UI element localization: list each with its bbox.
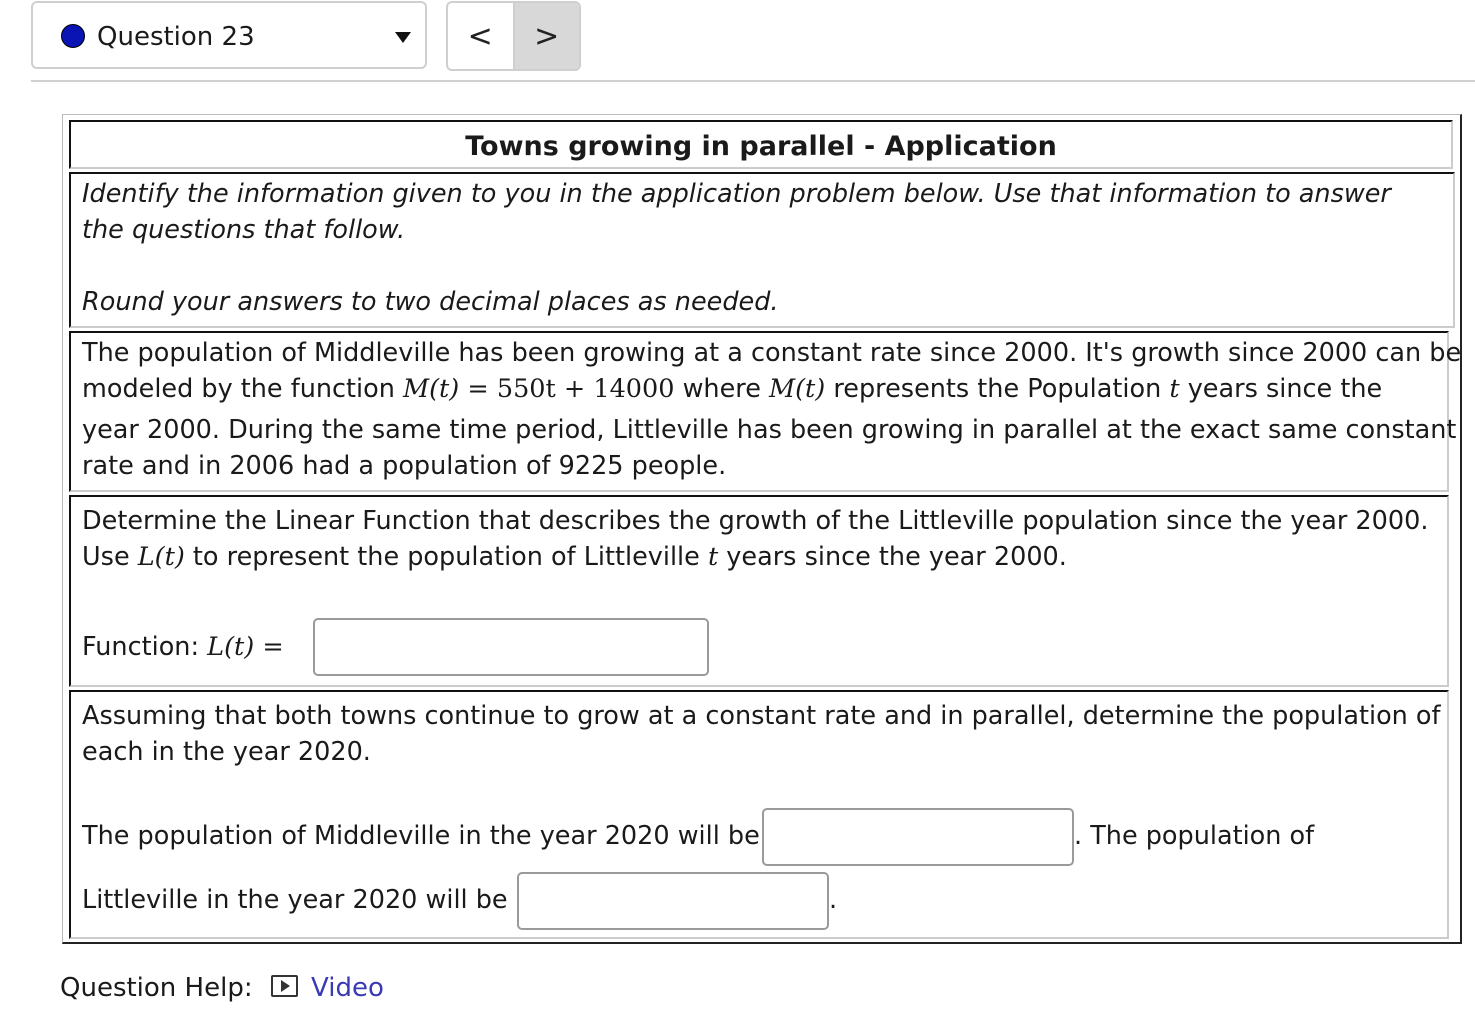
part-b-line-2: each in the year 2020. [82,737,371,767]
part-a-text: years since the year 2000. [718,542,1067,572]
part-a-line-2 [82,539,1067,575]
question-pager [446,1,581,71]
problem-statement [69,331,1462,492]
littleville-sentence-end: . [829,885,838,915]
video-help-link[interactable]: Video [311,973,384,1003]
problem-line-2 [82,371,1382,407]
function-answer-input[interactable] [313,618,709,676]
instructions-panel [69,172,1455,328]
question-help-label: Question Help: [60,973,253,1003]
previous-question-button[interactable]: < [467,18,493,54]
function-label-text: Function: [82,632,208,662]
math-operator: = [459,374,497,404]
function-label [82,629,284,665]
math-expression: M(t) [769,374,826,404]
problem-line-4: rate and in 2006 had a population of 9225 people. [82,451,727,481]
part-a-line-1: Determine the Linear Function that describes the growth of the Littleville population since the year 2000. [82,506,1429,536]
problem-text: modeled by the function [82,374,403,404]
instructions-line-2: the questions that follow. [82,215,406,245]
part-b-line-1: Assuming that both towns continue to grow at a constant rate and in parallel, determine the population of [82,701,1441,731]
question-title: Towns growing in parallel - Application [69,120,1453,169]
question-nav-bar [0,0,1475,82]
problem-text: years since the [1179,374,1383,404]
middleville-sentence-end: . The population of [1074,821,1315,851]
status-dot-icon [61,24,85,48]
math-operator: = [254,632,284,662]
middleville-2020-input[interactable] [762,808,1074,866]
video-play-icon[interactable] [271,975,298,997]
math-variable: t [707,542,719,572]
problem-line-1: The population of Middleville has been growing at a constant rate since 2000. It's growth since 2000 can be [82,338,1462,368]
question-selector[interactable] [31,1,427,69]
instructions-line-1: Identify the information given to you in the application problem below. Use that information to answer [82,179,1391,209]
middleville-sentence: The population of Middleville in the year 2020 will be [82,821,760,851]
math-expression: L(t) [207,632,255,662]
part-a-text: to represent the population of Littleville [184,542,708,572]
problem-text: where [674,374,769,404]
question-container [62,114,1462,944]
part-a-text: Use [82,542,138,572]
littleville-sentence: Littleville in the year 2020 will be [82,885,508,915]
part-b-panel [69,690,1449,939]
question-label: Question 23 [97,22,255,52]
problem-text: represents the Population [825,374,1170,404]
rounding-instruction: Round your answers to two decimal places as needed. [82,287,779,317]
math-expression: M(t) [403,374,460,404]
next-question-button[interactable]: > [513,3,580,69]
littleville-2020-input[interactable] [517,872,829,930]
math-expression: 550t + 14000 [496,374,675,404]
caret-down-icon [395,32,411,43]
header-divider [31,80,1475,82]
math-variable: t [1169,374,1180,404]
problem-line-3: year 2000. During the same time period, Littleville has been growing in parallel at the exact same constant [82,415,1457,445]
math-expression: L(t) [137,542,185,572]
part-a-panel [69,495,1449,687]
